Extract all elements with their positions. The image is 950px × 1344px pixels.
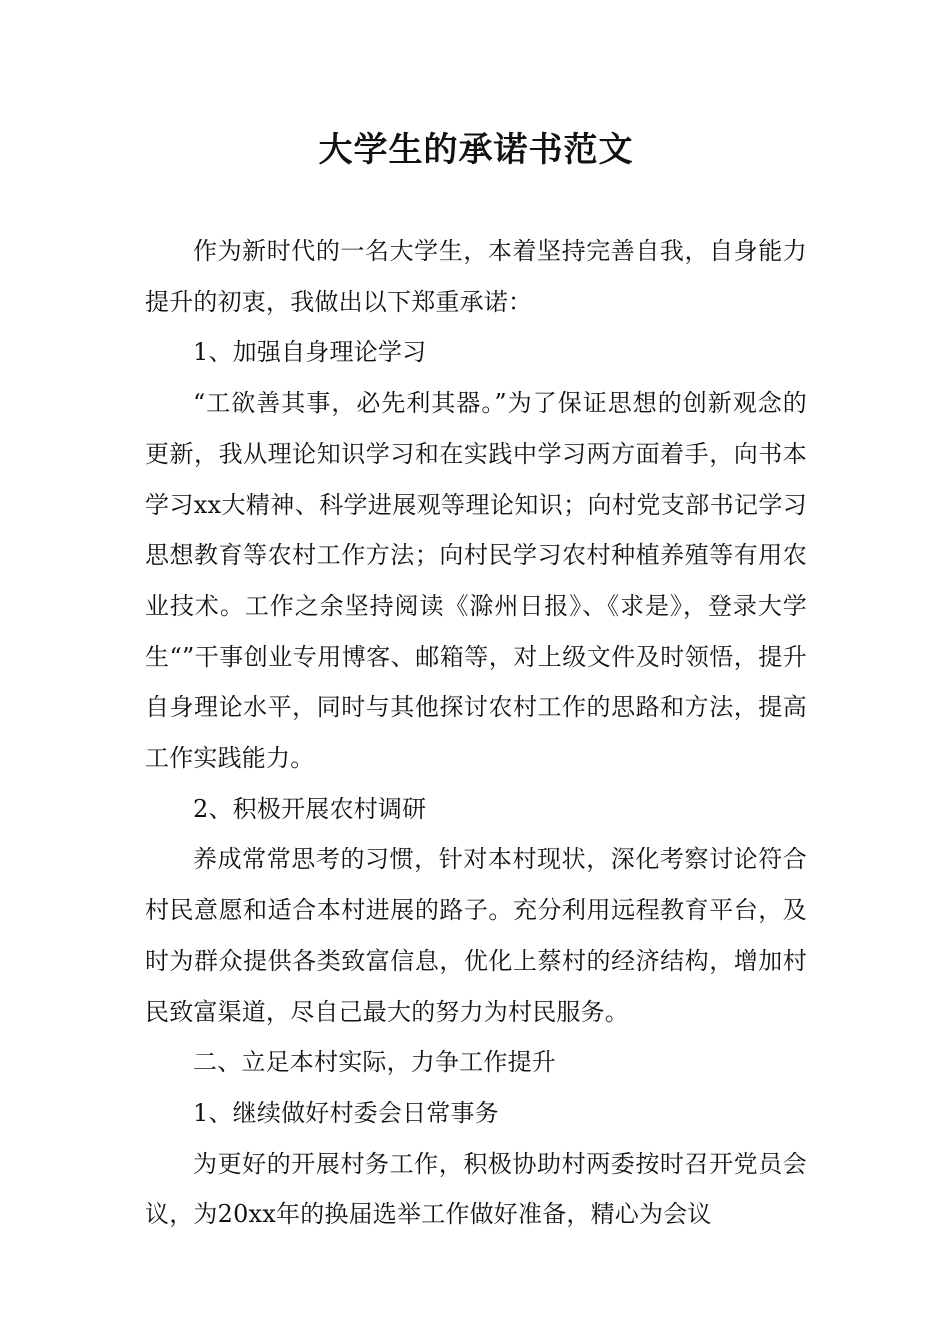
body-paragraph: 为更好的开展村务工作，积极协助村两委按时召开党员会议，为20xx年的换届选举工作做好准备，精心为会议 <box>145 1149 807 1229</box>
document-title: 大学生的承诺书范文 <box>318 130 634 170</box>
section-heading-2-1: 1、继续做好村委会日常事务 <box>193 1098 499 1127</box>
body-paragraph: 养成常常思考的习惯，针对本村现状，深化考察讨论符合村民意愿和适合本村进展的路子。充分利用远程教育平台，及时为群众提供各类致富信息，优化上蔡村的经济结构，增加村民致富渠道，尽自己最大的努力为村民服务。 <box>145 845 807 1026</box>
document-body <box>145 226 807 1240</box>
intro-paragraph: 作为新时代的一名大学生，本着坚持完善自我，自身能力提升的初衷，我做出以下郑重承诺： <box>145 237 807 316</box>
body-paragraph: “工欲善其事，必先利其器。”为了保证思想的创新观念的更新，我从理论知识学习和在实践中学习两方面着手，向书本学习xx大精神、科学进展观等理论知识；向村党支部书记学习思想教育等农村工作方法；向村民学习农村种植养殖等有用农业技术。工作之余坚持阅读《滁州日报》、《求是》，登录大学生“”干事创业专用博客、邮箱等，对上级文件及时领悟，提升自身理论水平，同时与其他探讨农村工作的思路和方法，提高工作实践能力。 <box>145 389 807 773</box>
section-heading-2: 2、积极开展农村调研 <box>193 794 427 823</box>
chapter-heading-2: 二、立足本村实际，力争工作提升 <box>193 1048 556 1077</box>
section-heading-1: 1、加强自身理论学习 <box>193 338 427 367</box>
